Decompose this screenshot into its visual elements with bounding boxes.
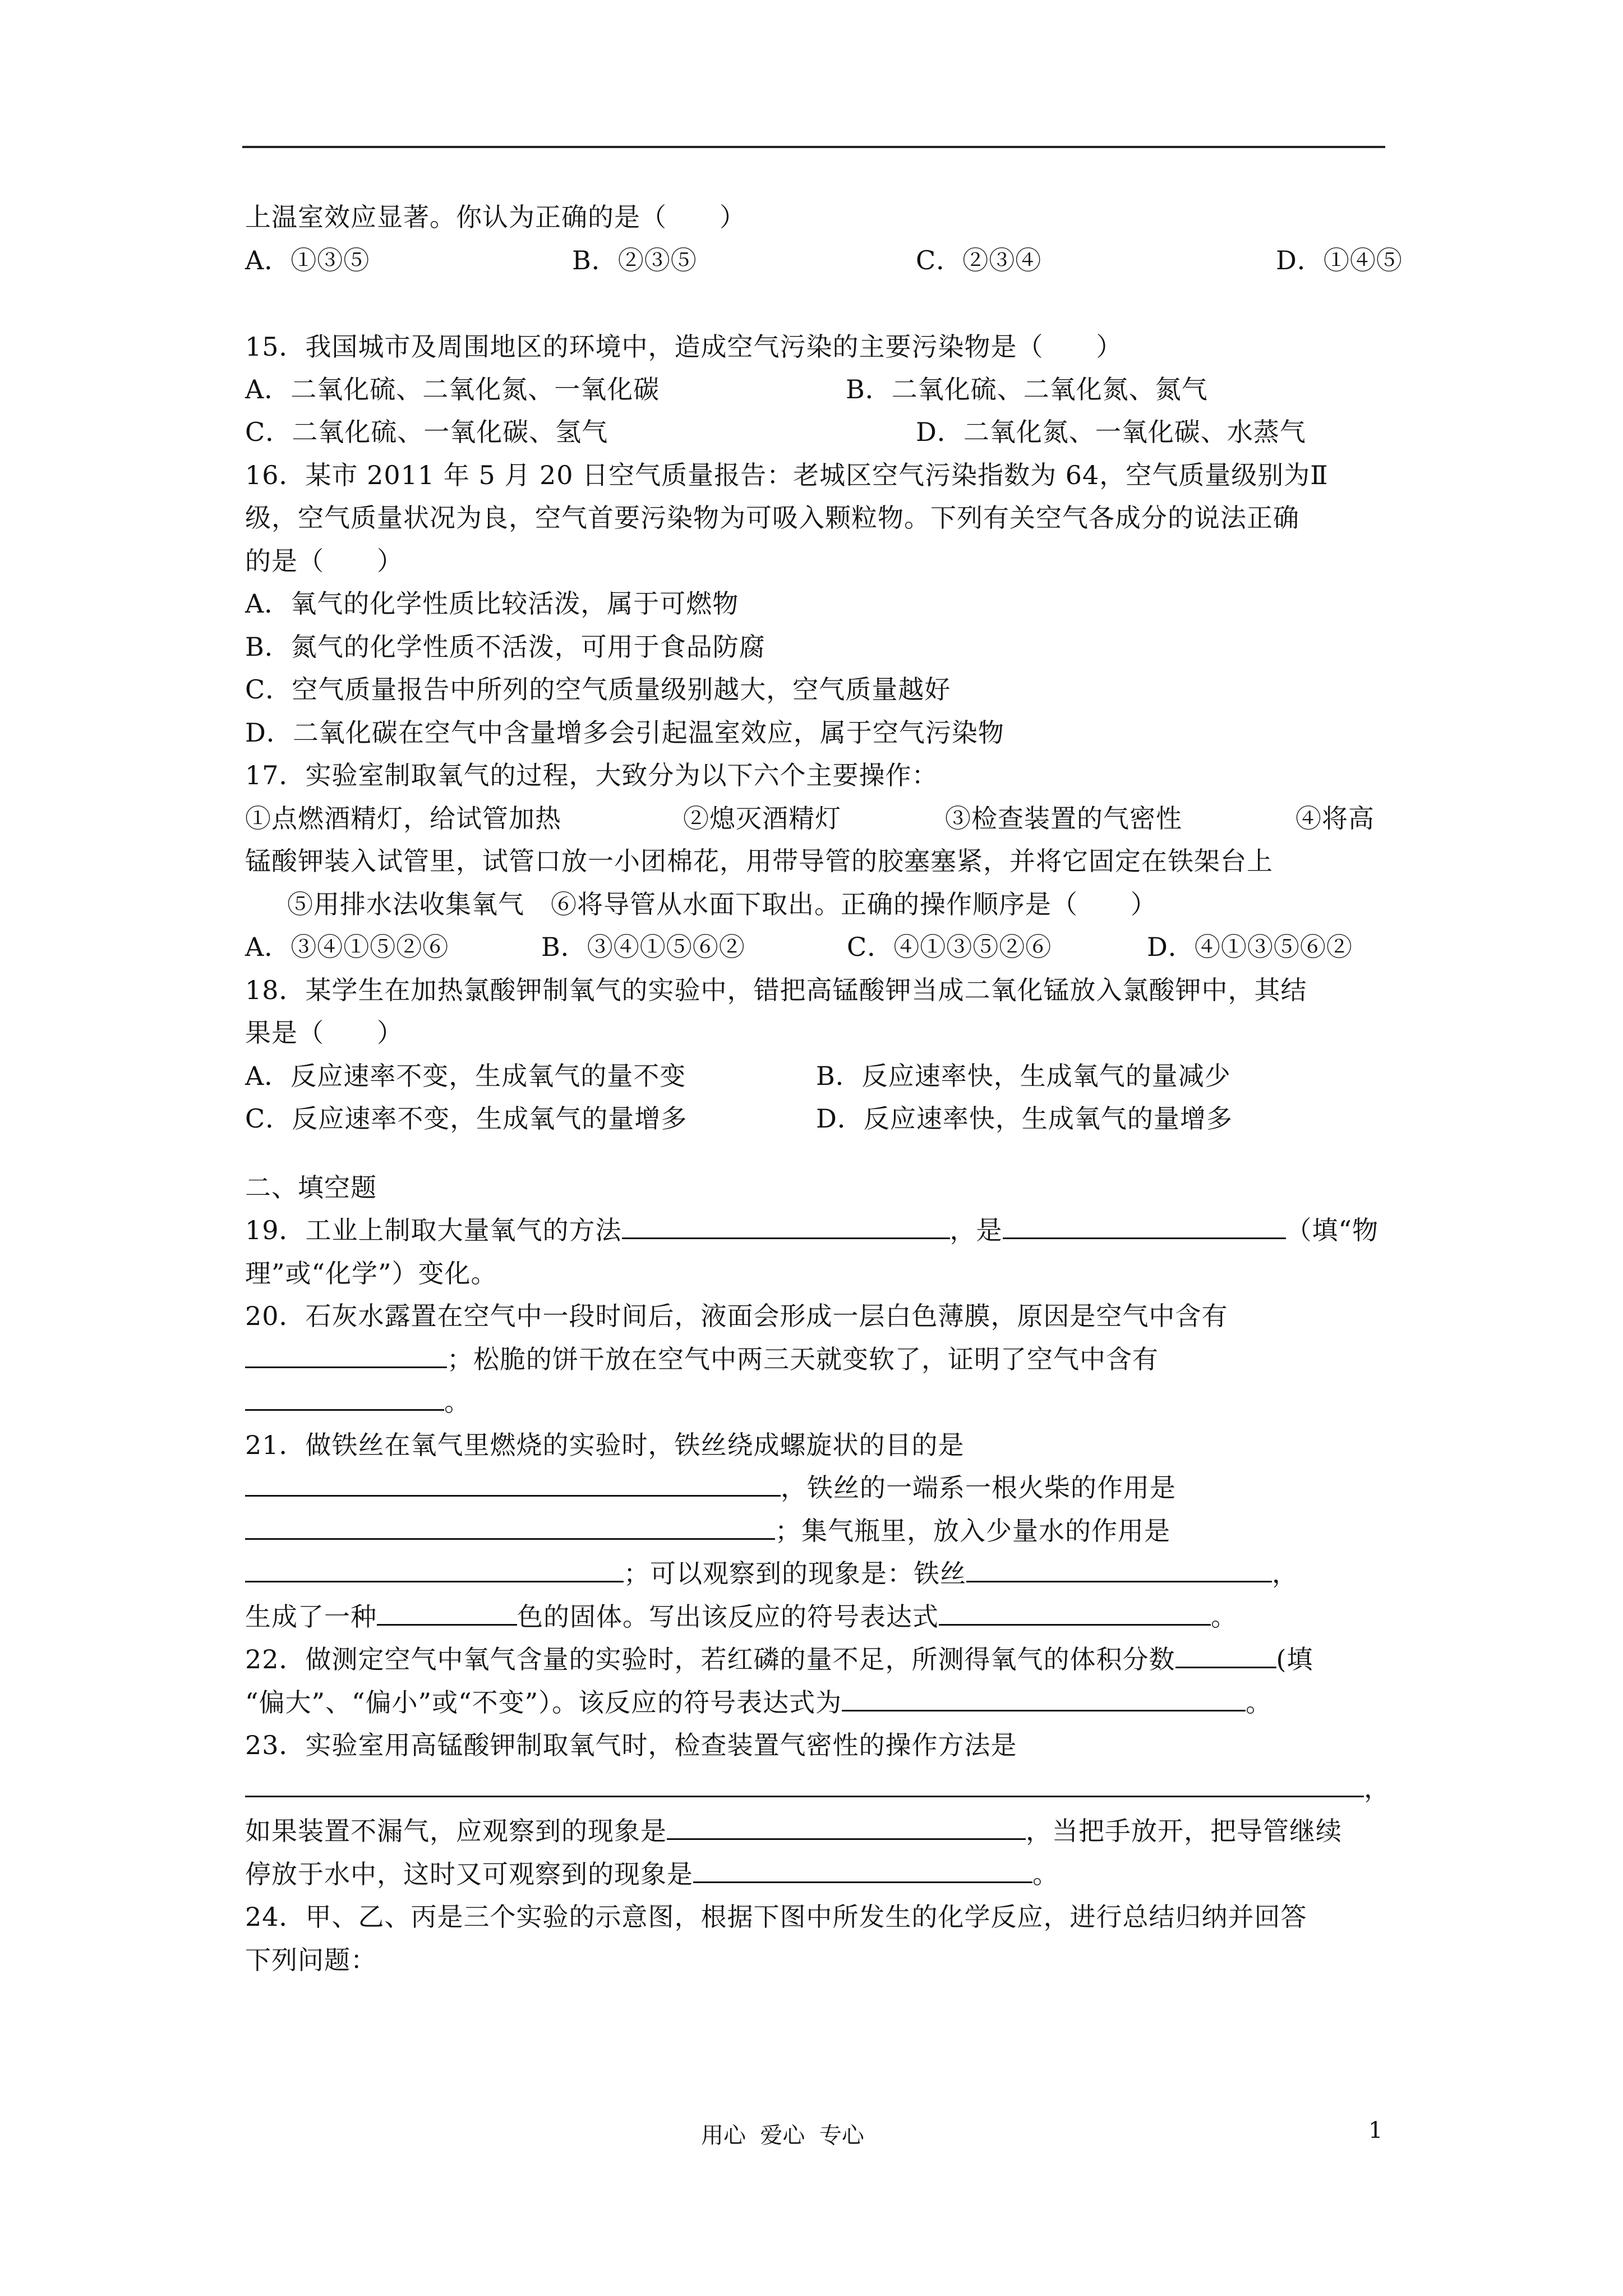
q20-text-c: 。	[444, 1387, 471, 1417]
q19-line2: 理”或“化学”）变化。	[245, 1258, 497, 1289]
q23-blank-3[interactable]	[693, 1857, 1032, 1883]
q18-option-c: C．反应速率不变，生成氧气的量增多	[245, 1103, 688, 1134]
q14-option-d: D．①④⑤	[1276, 245, 1403, 275]
q23-text-d: ，当把手放开，把导管继续	[1026, 1816, 1342, 1846]
q22-text-b: (填	[1276, 1644, 1313, 1674]
q18-stem-line1: 18．某学生在加热氯酸钾制氧气的实验中，错把高锰酸钾当成二氧化锰放入氯酸钾中，其结	[245, 975, 1307, 1005]
q21-line1: 21．做铁丝在氧气里燃烧的实验时，铁丝绕成螺旋状的目的是	[245, 1430, 965, 1460]
q23-line1: 23．实验室用高锰酸钾制取氧气时，检查装置气密性的操作方法是	[245, 1730, 1017, 1760]
q21-text-e: ，	[1272, 1558, 1298, 1589]
footer-motto: 用心 爱心 专心	[701, 2123, 864, 2148]
q15-option-d: D．二氧化氮、一氧化碳、水蒸气	[916, 417, 1306, 447]
q22-text-a: 22．做测定空气中氧气含量的实验时，若红磷的量不足，所测得氧气的体积分数	[245, 1644, 1175, 1674]
q21-blank-3[interactable]	[245, 1556, 624, 1582]
q19-text-b: ，是	[949, 1215, 1003, 1245]
q16-option-c: C．空气质量报告中所列的空气质量级别越大，空气质量越好	[245, 674, 951, 705]
q17-option-c: C．④①③⑤②⑥	[847, 932, 1052, 962]
q18-option-a: A．反应速率不变，生成氧气的量不变	[245, 1061, 686, 1091]
q23-line3	[245, 1813, 1342, 1849]
q18-option-d: D．反应速率快，生成氧气的量增多	[816, 1103, 1233, 1134]
q20-line3	[245, 1384, 471, 1420]
q19-line1	[245, 1212, 1378, 1248]
q20-blank-2[interactable]	[245, 1384, 444, 1411]
q21-blank-6[interactable]	[939, 1599, 1211, 1626]
q21-blank-5[interactable]	[377, 1599, 517, 1626]
q20-line2	[245, 1341, 1159, 1377]
q14-stem-tail: 上温室效应显著。你认为正确的是（ ）	[245, 202, 746, 232]
q17-option-d: D．④①③⑤⑥②	[1147, 932, 1353, 962]
q21-line5	[245, 1599, 1237, 1635]
q23-text-c: 如果装置不漏气，应观察到的现象是	[245, 1816, 667, 1846]
q14-option-c: C．②③④	[916, 245, 1042, 275]
q19-text-a: 19．工业上制取大量氧气的方法	[245, 1215, 622, 1245]
q22-blank-1[interactable]	[1175, 1642, 1276, 1668]
q19-text-c: （填“物	[1285, 1215, 1379, 1245]
q15-option-b: B．二氧化硫、二氧化氮、氮气	[846, 374, 1208, 404]
q17-steps-5-6: ⑤用排水法收集氧气 ⑥将导管从水面下取出。正确的操作顺序是（ ）	[287, 889, 1157, 919]
q17-option-b: B．③④①⑤⑥②	[541, 932, 745, 962]
q22-text-d: 。	[1246, 1687, 1272, 1718]
q21-line4	[245, 1556, 1298, 1591]
q23-line2	[245, 1770, 1390, 1806]
q16-stem-line2: 级，空气质量状况为良，空气首要污染物为可吸入颗粒物。下列有关空气各成分的说法正确	[245, 503, 1299, 533]
q22-text-c: “偏大”、“偏小”或“不变”）。该反应的符号表达式为	[245, 1687, 842, 1718]
q21-text-h: 。	[1211, 1602, 1237, 1632]
q21-line3	[245, 1513, 1170, 1549]
header-rule	[242, 146, 1385, 148]
q17-step-4: ④将高	[1295, 803, 1375, 834]
q14-option-a: A．①③⑤	[245, 245, 370, 275]
page-number: 1	[1368, 2118, 1383, 2143]
q14-option-b: B．②③⑤	[572, 245, 697, 275]
q15-option-c: C．二氧化硫、一氧化碳、氢气	[245, 417, 608, 447]
q22-line1	[245, 1641, 1313, 1677]
q15-stem: 15．我国城市及周围地区的环境中，造成空气污染的主要污染物是（ ）	[245, 332, 1123, 362]
q17-step-3: ③检查装置的气密性	[945, 803, 1182, 834]
q19-blank-2[interactable]	[1003, 1213, 1286, 1239]
q16-option-a: A．氧气的化学性质比较活泼，属于可燃物	[245, 588, 739, 619]
q21-blank-4[interactable]	[966, 1556, 1272, 1582]
q17-step-1: ①点燃酒精灯，给试管加热	[245, 803, 561, 834]
q22-blank-2[interactable]	[842, 1685, 1246, 1711]
q21-blank-2[interactable]	[245, 1513, 775, 1540]
q20-text-b: ；松脆的饼干放在空气中两三天就变软了，证明了空气中含有	[447, 1344, 1159, 1374]
q24-line2: 下列问题：	[245, 1945, 377, 1975]
q16-option-d: D．二氧化碳在空气中含量增多会引起温室效应，属于空气污染物	[245, 717, 1004, 748]
q17-option-a: A．③④①⑤②⑥	[245, 932, 449, 962]
q19-blank-1[interactable]	[622, 1213, 950, 1239]
q21-text-b: ，铁丝的一端系一根火柴的作用是	[781, 1473, 1176, 1503]
q17-step-2: ②熄灭酒精灯	[683, 803, 841, 834]
q21-text-c: ；集气瓶里，放入少量水的作用是	[775, 1516, 1170, 1546]
section-heading: 二、填空题	[245, 1172, 377, 1203]
q16-stem-line3: 的是（ ）	[245, 546, 403, 576]
q20-line1: 20．石灰水露置在空气中一段时间后，液面会形成一层白色薄膜，原因是空气中含有	[245, 1301, 1228, 1331]
q24-line1: 24．甲、乙、丙是三个实验的示意图，根据下图中所发生的化学反应，进行总结归纳并回答	[245, 1902, 1307, 1932]
q21-text-d: ；可以观察到的现象是：铁丝	[624, 1558, 966, 1589]
q22-line2	[245, 1685, 1272, 1720]
q20-blank-1[interactable]	[245, 1342, 447, 1368]
q16-stem-line1: 16．某市 2011 年 5 月 20 日空气质量报告：老城区空气污染指数为 64，空气质量级别为Ⅱ	[245, 460, 1329, 490]
q21-blank-1[interactable]	[245, 1470, 781, 1497]
q17-step-4-cont: 锰酸钾装入试管里，试管口放一小团棉花，用带导管的胶塞塞紧，并将它固定在铁架台上	[245, 846, 1273, 876]
q15-option-a: A．二氧化硫、二氧化氮、一氧化碳	[245, 374, 660, 404]
q17-stem: 17．实验室制取氧气的过程，大致分为以下六个主要操作：	[245, 760, 938, 790]
q21-line2	[245, 1470, 1176, 1506]
q23-text-b: ，	[1364, 1773, 1390, 1803]
q21-text-g: 色的固体。写出该反应的符号表达式	[517, 1602, 939, 1632]
q16-option-b: B．氮气的化学性质不活泼，可用于食品防腐	[245, 632, 766, 662]
q23-blank-2[interactable]	[667, 1814, 1026, 1840]
q23-blank-1[interactable]	[245, 1771, 1364, 1797]
q23-text-f: 。	[1032, 1859, 1059, 1889]
q23-line4	[245, 1856, 1059, 1892]
q23-text-e: 停放于水中，这时又可观察到的现象是	[245, 1859, 693, 1889]
q18-option-b: B．反应速率快，生成氧气的量减少	[816, 1061, 1231, 1091]
q21-text-f: 生成了一种	[245, 1602, 377, 1632]
q18-stem-line2: 果是（ ）	[245, 1018, 403, 1048]
